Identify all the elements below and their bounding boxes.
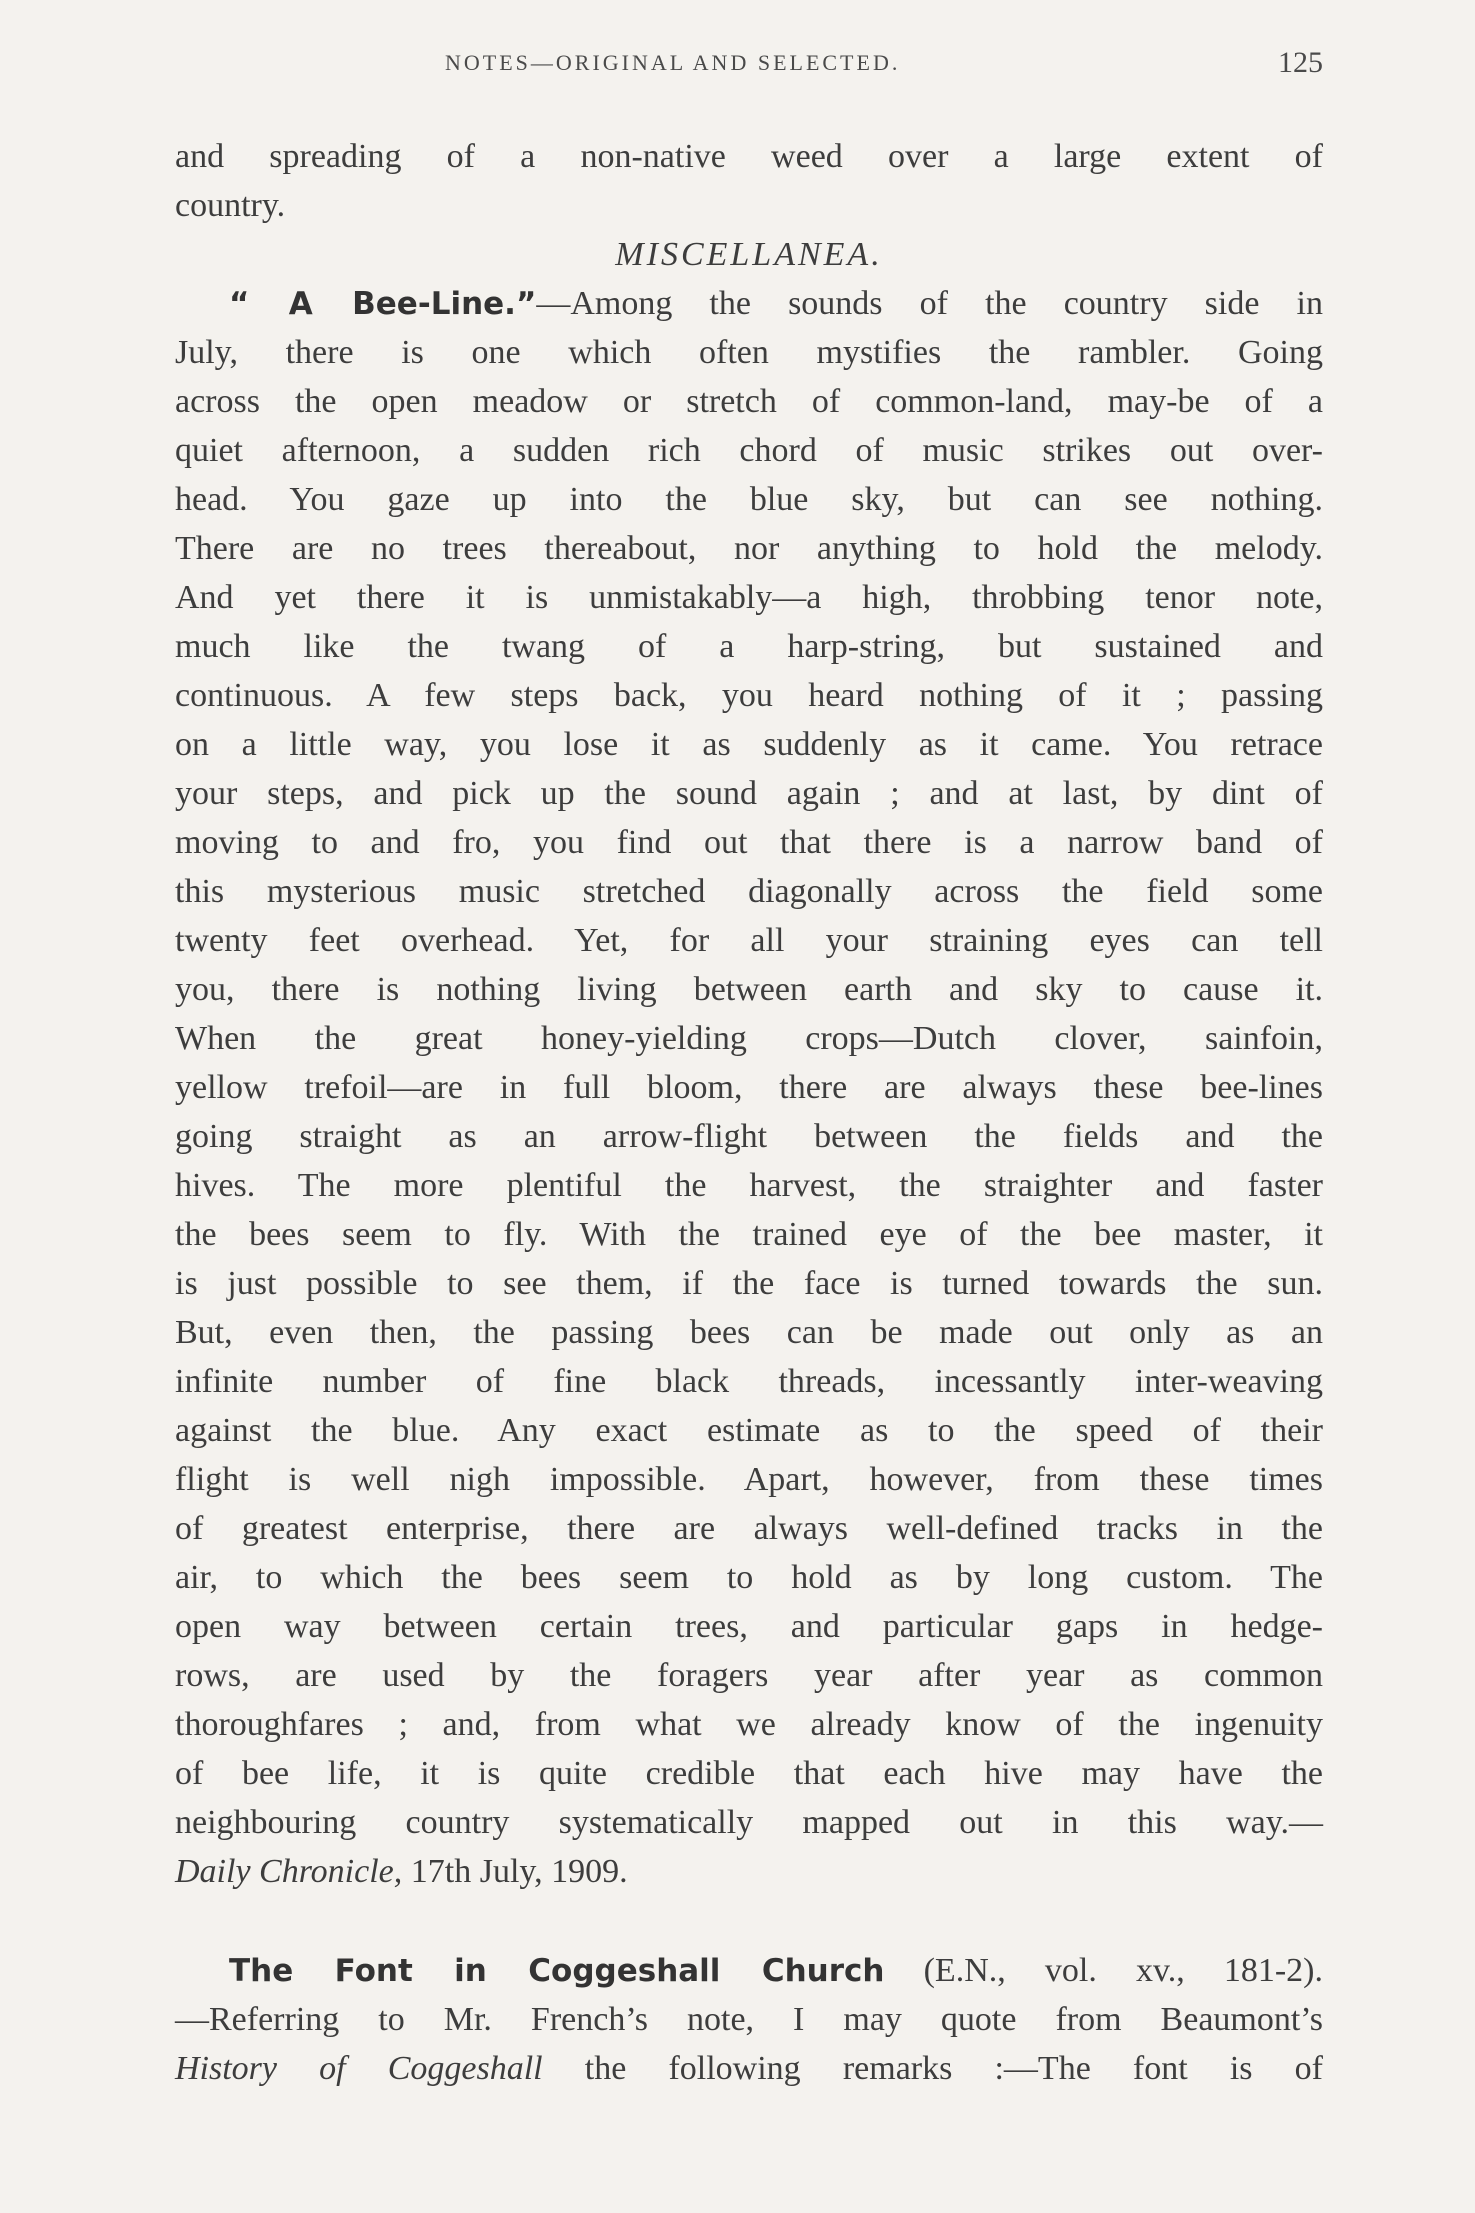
text-line: country. xyxy=(175,187,286,224)
text-line: on a little way, you lose it as suddenly as it came. You retrace xyxy=(175,726,1323,763)
text-line: moving to and fro, you find out that there is a narrow band of xyxy=(175,824,1323,861)
text-line: twenty feet overhead. Yet, for all your straining eyes can tell xyxy=(175,922,1323,959)
text-line: of bee life, it is quite credible that each hive may have the xyxy=(175,1755,1323,1792)
body-text xyxy=(175,132,1323,2093)
text-line: continuous. A few steps back, you heard nothing of it ; passing xyxy=(175,677,1323,714)
text-line: When the great honey-yielding crops—Dutch clover, sainfoin, xyxy=(175,1020,1323,1057)
text-line: head. You gaze up into the blue sky, but can see nothing. xyxy=(175,481,1323,518)
section-heading: MISCELLANEA. xyxy=(615,236,883,273)
text-line: flight is well nigh impossible. Apart, however, from these times xyxy=(175,1461,1323,1498)
text-line: you, there is nothing living between earth and sky to cause it. xyxy=(175,971,1323,1008)
text-line: going straight as an arrow-flight between the fields and the xyxy=(175,1118,1323,1155)
page-number: 125 xyxy=(1278,46,1323,79)
article-text: —Among the sounds of the country side in xyxy=(536,285,1323,322)
text-line: against the blue. Any exact estimate as to the speed of their xyxy=(175,1412,1323,1449)
text-line: air, to which the bees seem to hold as by long custom. The xyxy=(175,1559,1323,1596)
text-line: thoroughfares ; and, from what we already know of the ingenuity xyxy=(175,1706,1323,1743)
text-line: infinite number of fine black threads, incessantly inter-weaving xyxy=(175,1363,1323,1400)
article-title: “ A Bee-Line.” xyxy=(229,286,537,322)
text-line xyxy=(175,2044,1323,2093)
note-ref: (E.N., vol. xv., 181-2). xyxy=(884,1952,1324,1989)
text-line: There are no trees thereabout, nor anything to hold the melody. xyxy=(175,530,1323,567)
text-line: hives. The more plentiful the harvest, the straighter and faster xyxy=(175,1167,1323,1204)
text-line: neighbouring country systematically mapped out in this way.— xyxy=(175,1804,1323,1841)
article-body xyxy=(175,328,1323,1847)
book-title: History of Coggeshall xyxy=(175,2050,543,2087)
running-title: NOTES—ORIGINAL AND SELECTED. xyxy=(445,50,901,75)
source-title: Daily Chronicle, xyxy=(175,1853,403,1890)
text-line: quiet afternoon, a sudden rich chord of music strikes out over- xyxy=(175,432,1323,469)
note-text: the following remarks :—The font is of xyxy=(542,2050,1323,2087)
running-head xyxy=(175,46,1323,90)
text-line: And yet there it is unmistakably—a high, throbbing tenor note, xyxy=(175,579,1323,616)
paragraph-gap xyxy=(175,1896,1323,1946)
text-line: —Referring to Mr. French’s note, I may quote from Beaumont’s xyxy=(175,2001,1323,2038)
text-line: this mysterious music stretched diagonally across the field some xyxy=(175,873,1323,910)
source-date: 17th July, 1909. xyxy=(402,1853,628,1890)
text-line: across the open meadow or stretch of common-land, may-be of a xyxy=(175,383,1323,420)
text-line: open way between certain trees, and particular gaps in hedge- xyxy=(175,1608,1323,1645)
text-line: much like the twang of a harp-string, but sustained and xyxy=(175,628,1323,665)
text-line: rows, are used by the foragers year after year as common xyxy=(175,1657,1323,1694)
text-line: the bees seem to fly. With the trained eye of the bee master, it xyxy=(175,1216,1323,1253)
text-line xyxy=(175,279,1323,328)
text-line: is just possible to see them, if the face is turned towards the sun. xyxy=(175,1265,1323,1302)
text-line: your steps, and pick up the sound again ; and at last, by dint of xyxy=(175,775,1323,812)
text-line: But, even then, the passing bees can be made out only as an xyxy=(175,1314,1323,1351)
note-title: The Font in Coggeshall Church xyxy=(229,1953,885,1989)
text-line: and spreading of a non-native weed over a large extent of xyxy=(175,138,1323,175)
text-line xyxy=(175,1946,1323,1995)
text-line: of greatest enterprise, there are always well-defined tracks in the xyxy=(175,1510,1323,1547)
source-line xyxy=(175,1847,1323,1896)
text-line: yellow trefoil—are in full bloom, there are always these bee-lines xyxy=(175,1069,1323,1106)
text-line: July, there is one which often mystifies the rambler. Going xyxy=(175,334,1323,371)
